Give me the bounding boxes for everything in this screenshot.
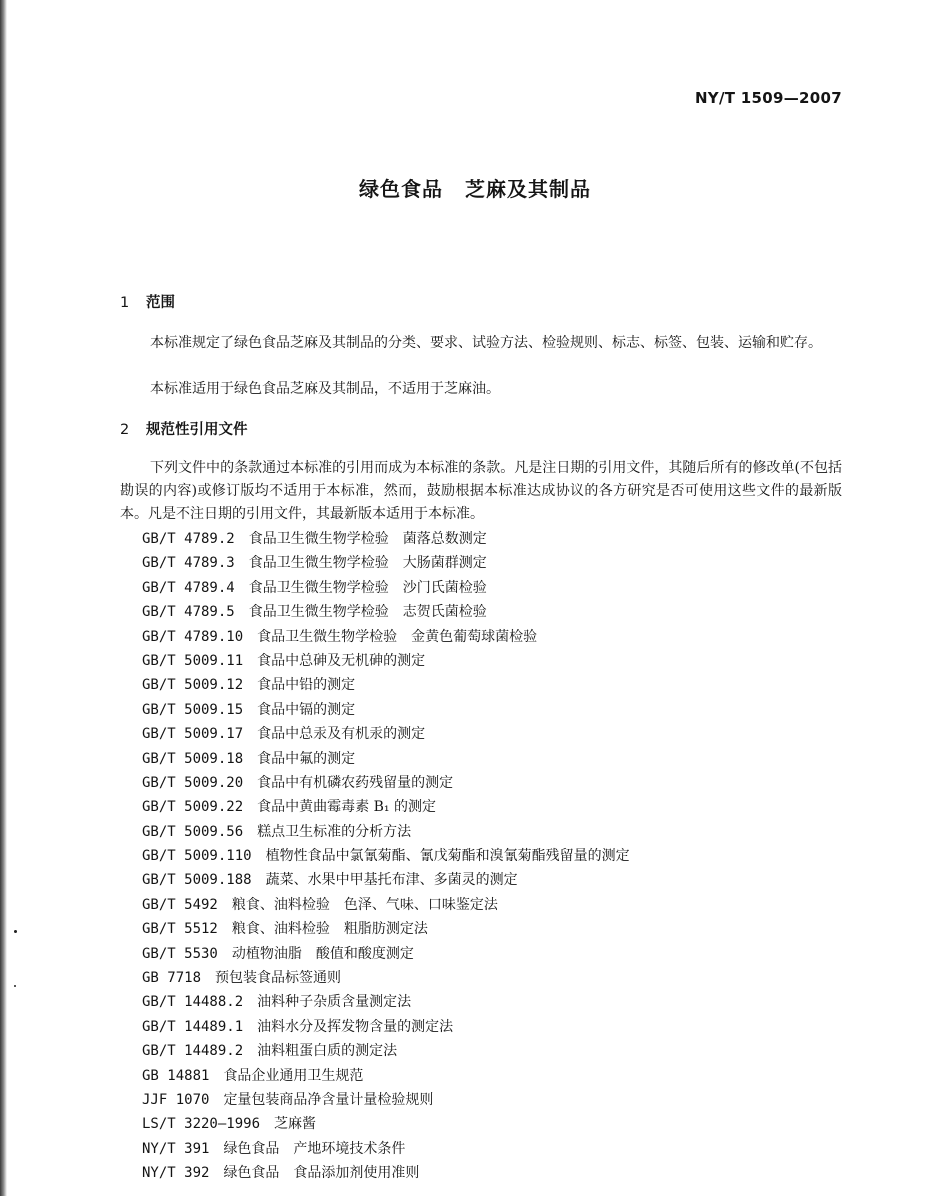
reference-code: GB/T 14489.2 (142, 1043, 244, 1060)
reference-item (142, 576, 630, 600)
reference-title: 绿色食品 产地环境技术条件 (223, 1140, 406, 1157)
reference-code: GB/T 5530 (142, 945, 218, 962)
reference-title: 粮食、油料检验 色泽、气味、口味鉴定法 (231, 896, 498, 913)
scan-speck (14, 985, 16, 987)
reference-code: GB/T 5009.22 (142, 799, 244, 816)
document-title (0, 173, 950, 202)
reference-item (142, 1137, 630, 1161)
reference-code: GB/T 5009.110 (142, 848, 252, 865)
reference-code: GB/T 4789.2 (142, 531, 235, 547)
reference-code: GB/T 4789.5 (142, 604, 235, 621)
reference-item (142, 747, 630, 771)
section-number: 2 (120, 422, 130, 438)
reference-code: GB/T 5492 (142, 896, 218, 913)
reference-item (142, 722, 630, 746)
reference-title: 油料水分及挥发物含量的测定法 (257, 1018, 454, 1035)
reference-item (142, 795, 630, 819)
reference-title: 动植物油脂 酸值和酸度测定 (231, 945, 414, 962)
reference-item (142, 844, 630, 868)
reference-code: GB/T 5009.15 (142, 701, 244, 718)
reference-title: 食品卫生微生物学检验 金黄色葡萄球菌检验 (257, 628, 538, 645)
reference-code: JJF 1070 (142, 1091, 210, 1108)
reference-code: NY/T 392 (142, 1165, 210, 1182)
reference-item (142, 1088, 630, 1112)
reference-code: GB/T 5009.56 (142, 823, 244, 840)
section-title: 规范性引用文件 (146, 422, 248, 438)
reference-item (142, 625, 630, 649)
reference-item (142, 942, 630, 966)
reference-title: 食品企业通用卫生规范 (223, 1067, 364, 1084)
reference-item (142, 917, 630, 941)
reference-item (142, 893, 630, 917)
reference-code: GB/T 4789.10 (142, 628, 244, 645)
reference-code: GB/T 4789.3 (142, 555, 235, 572)
reference-title: 定量包装商品净含量计量检验规则 (223, 1091, 434, 1108)
reference-title: 粮食、油料检验 粗脂肪测定法 (231, 921, 428, 938)
section-2-heading (120, 418, 248, 439)
reference-code: LS/T 3220—1996 (142, 1116, 261, 1133)
reference-item (142, 649, 630, 673)
reference-code: GB/T 5009.11 (142, 652, 244, 669)
section-number: 1 (120, 295, 130, 311)
standard-number: NY/T 1509—2007 (694, 89, 842, 107)
reference-item (142, 1161, 630, 1185)
reference-title: 食品中黄曲霉毒素 B₁ 的测定 (257, 799, 436, 816)
reference-code: GB/T 5009.20 (142, 774, 244, 791)
reference-title: 预包装食品标签通则 (215, 970, 342, 987)
reference-item (142, 551, 630, 575)
reference-item (142, 966, 630, 990)
reference-title: 芝麻酱 (274, 1116, 317, 1133)
scan-speck (14, 930, 17, 933)
reference-code: NY/T 391 (142, 1140, 210, 1157)
reference-title: 绿色食品 食品添加剂使用准则 (223, 1165, 420, 1182)
reference-title: 食品卫生微生物学检验 大肠菌群测定 (248, 555, 487, 572)
reference-code: GB/T 5512 (142, 921, 218, 938)
title-part-1: 绿色食品 (359, 177, 443, 201)
title-part-2: 芝麻及其制品 (465, 177, 591, 201)
reference-code: GB/T 14489.1 (142, 1018, 244, 1035)
reference-title: 食品中总汞及有机汞的测定 (257, 726, 426, 743)
reference-item (142, 1064, 630, 1088)
reference-title: 食品卫生微生物学检验 志贺氏菌检验 (248, 604, 487, 621)
reference-code: GB/T 5009.17 (142, 726, 244, 743)
section-title: 范围 (146, 295, 175, 311)
reference-code: GB/T 5009.12 (142, 677, 244, 694)
reference-code: GB/T 5009.18 (142, 750, 244, 767)
reference-title: 食品中镉的测定 (257, 701, 356, 718)
reference-title: 油料粗蛋白质的测定法 (257, 1043, 398, 1060)
reference-item (142, 990, 630, 1014)
reference-list (142, 527, 630, 1186)
reference-item (142, 771, 630, 795)
reference-title: 食品中氟的测定 (257, 750, 356, 767)
reference-title: 食品中总砷及无机砷的测定 (257, 652, 426, 669)
section-1-paragraph-1: 本标准规定了绿色食品芝麻及其制品的分类、要求、试验方法、检验规则、标志、标签、包装、运输和贮存。 (150, 335, 822, 351)
reference-code: GB 7718 (142, 970, 202, 987)
section-2-paragraph-1: 下列文件中的条款通过本标准的引用而成为本标准的条款。凡是注日期的引用文件，其随后所有的修改单(不包括勘误的内容)或修订版均不适用于本标准，然而，鼓励根据本标准达成协议的各方研究是否可使用这些文件的最新版本。凡是不注日期的引用文件，其最新版本适用于本标准。 (120, 460, 842, 522)
reference-item (142, 1039, 630, 1063)
reference-code: GB 14881 (142, 1067, 210, 1084)
section-1-paragraph-2: 本标准适用于绿色食品芝麻及其制品，不适用于芝麻油。 (150, 381, 500, 397)
reference-code: GB/T 14488.2 (142, 994, 244, 1011)
reference-item (142, 1112, 630, 1136)
reference-title: 蔬菜、水果中甲基托布津、多菌灵的测定 (265, 872, 518, 889)
reference-code: GB/T 5009.188 (142, 872, 252, 889)
reference-item (142, 600, 630, 624)
reference-title: 油料种子杂质含量测定法 (257, 994, 412, 1011)
reference-title: 食品卫生微生物学检验 菌落总数测定 (248, 531, 487, 547)
reference-code: GB/T 4789.4 (142, 579, 235, 596)
reference-item (142, 527, 630, 551)
section-1-heading (120, 291, 175, 312)
reference-title: 食品中有机磷农药残留量的测定 (257, 774, 454, 791)
reference-item (142, 673, 630, 697)
reference-title: 食品中铅的测定 (257, 677, 356, 694)
reference-title: 植物性食品中氯氰菊酯、氰戊菊酯和溴氰菊酯残留量的测定 (265, 848, 630, 865)
reference-item (142, 1015, 630, 1039)
reference-item (142, 820, 630, 844)
reference-title: 糕点卫生标准的分析方法 (257, 823, 412, 840)
reference-title: 食品卫生微生物学检验 沙门氏菌检验 (248, 579, 487, 596)
reference-item (142, 868, 630, 892)
reference-item (142, 698, 630, 722)
